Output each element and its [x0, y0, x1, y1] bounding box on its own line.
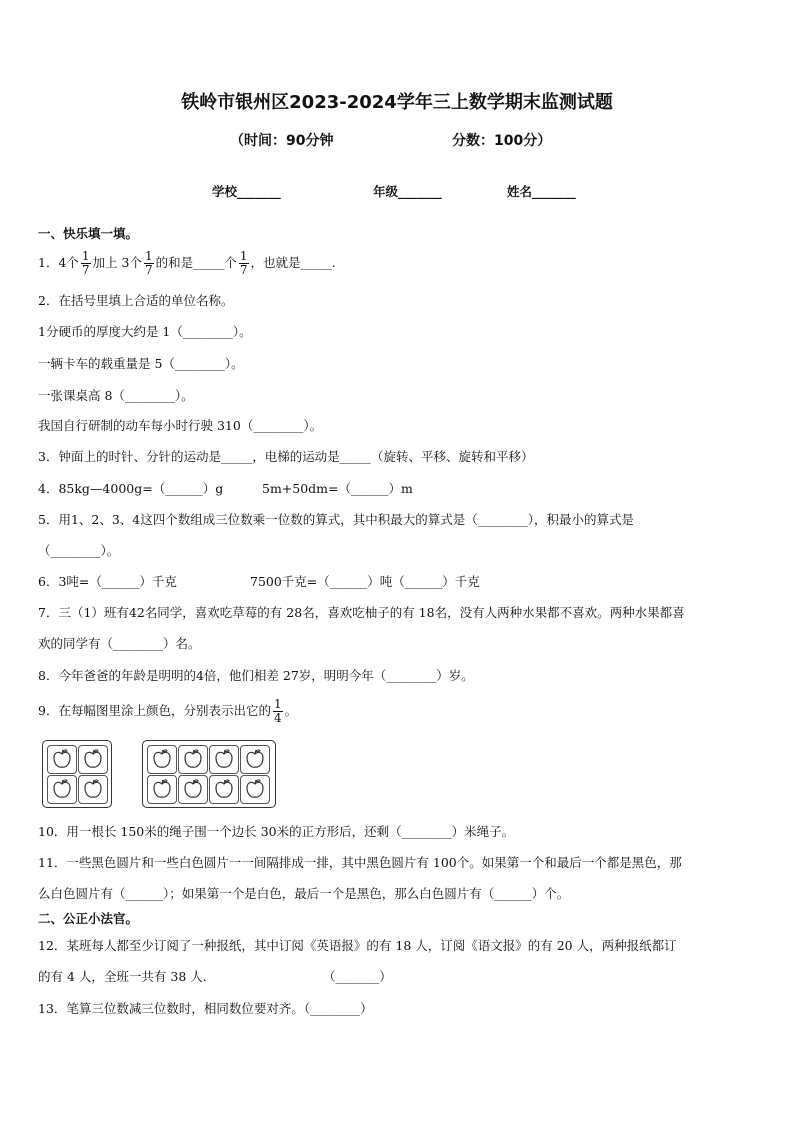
apple-cell[interactable] [178, 745, 208, 774]
question-2d: 我国自行研制的动车每小时行驶 310（________）。 [38, 418, 323, 433]
apple-icon [213, 778, 235, 800]
apple-figure-8 [142, 740, 276, 808]
question-7a: 7．三（1）班有42名同学，喜欢吃草莓的有 28名，喜欢吃柚子的有 18名，没有人两种水果都不喜欢。两种水果都喜 [38, 605, 685, 620]
apple-cell[interactable] [47, 775, 77, 804]
question-1 [38, 244, 336, 282]
apple-icon [244, 778, 266, 800]
question-4b: 5m+50dm=（______）m [262, 481, 413, 496]
apple-icon [182, 778, 204, 800]
apple-figure-4 [42, 740, 112, 808]
apple-cell[interactable] [240, 775, 270, 804]
apple-icon [151, 748, 173, 770]
apple-cell[interactable] [147, 775, 177, 804]
question-6b: 7500千克=（______）吨（______）千克 [250, 574, 480, 589]
grade-field[interactable]: 年级_______ [373, 184, 442, 199]
question-2b: 一辆卡车的载重量是 5（________）。 [38, 356, 244, 371]
question-2a: 1分硬币的厚度大约是 1（________）。 [38, 324, 252, 339]
apple-cell[interactable] [209, 745, 239, 774]
question-3: 3．钟面上的时针、分针的运动是_____，电梯的运动是_____（旋转、平移、旋转和平移） [38, 449, 534, 464]
question-11a: 11．一些黑色圆片和一些白色圆片一一间隔排成一排，其中黑色圆片有 100个。如果第一个和最后一个都是黑色，那 [38, 855, 682, 870]
question-12a: 12．某班每人都至少订阅了一种报纸，其中订阅《英语报》的有 18 人，订阅《语文报》的有 20 人，两种报纸都订 [38, 938, 677, 953]
apple-icon [82, 748, 104, 770]
question-11b: 么白色圆片有（______）；如果第一个是白色，最后一个是黑色，那么白色圆片有（______）个。 [38, 886, 570, 901]
apple-icon [82, 778, 104, 800]
apple-cell[interactable] [178, 775, 208, 804]
apple-cell[interactable] [209, 775, 239, 804]
page-title: 铁岭市银州区2023-2024学年三上数学期末监测试题 [181, 92, 613, 113]
apple-icon [51, 748, 73, 770]
question-5b: （________）。 [38, 543, 120, 558]
question-8: 8．今年爸爸的年龄是明明的4倍，他们相差 27岁，明明今年（________）岁。 [38, 668, 474, 683]
apple-cell[interactable] [47, 745, 77, 774]
question-2c: 一张课桌高 8（________）。 [38, 388, 194, 403]
apple-icon [244, 748, 266, 770]
apple-icon [51, 778, 73, 800]
fraction-one-seventh: $\frac{1}{7}$ [239, 249, 248, 277]
question-13: 13．笔算三位数减三位数时，相同数位要对齐。（________） [38, 1001, 373, 1016]
question-6a: 6．3吨=（______）千克 [38, 574, 177, 589]
apple-icon [213, 748, 235, 770]
apple-icon [151, 778, 173, 800]
fraction-one-seventh: $\frac{1}{7}$ [144, 249, 153, 277]
apple-cell[interactable] [78, 775, 108, 804]
exam-time: （时间：90分钟 [230, 133, 334, 149]
apple-cell[interactable] [147, 745, 177, 774]
question-12b: 的有 4 人，全班一共有 38 人． [38, 969, 216, 984]
section-heading-1: 一、快乐填一填。 [38, 226, 139, 241]
question-5a: 5．用1、2、3、4这四个数组成三位数乘一位数的算式，其中积最大的算式是（________），积最小的算式是 [38, 512, 635, 527]
fraction-one-seventh: $\frac{1}{7}$ [81, 249, 90, 277]
section-heading-2: 二、公正小法官。 [38, 911, 139, 926]
name-field[interactable]: 姓名_______ [507, 184, 576, 199]
q1-part-c: 的和是_____个 [155, 255, 237, 270]
fraction-one-quarter: $\frac{1}{4}$ [273, 697, 282, 725]
apple-icon [182, 748, 204, 770]
q1-part-d: ，也就是_____. [250, 255, 336, 270]
apple-cell[interactable] [240, 745, 270, 774]
question-10: 10．用一根长 150米的绳子围一个边长 30米的正方形后，还剩（________）米绳子。 [38, 824, 515, 839]
school-field[interactable]: 学校_______ [212, 184, 281, 199]
question-7b: 欢的同学有（________）名。 [38, 636, 201, 651]
question-4a: 4．85kg—4000g=（______）g [38, 481, 224, 496]
question-12-answer[interactable]: （_______） [323, 969, 392, 984]
q1-part-a: 1．4个 [38, 255, 79, 270]
q1-part-b: 加上 3个 [92, 255, 142, 270]
apple-cell[interactable] [78, 745, 108, 774]
question-2: 2．在括号里填上合适的单位名称。 [38, 293, 234, 308]
question-9: 9．在每幅图里涂上颜色，分别表示出它的 $\frac{1}{4}$ 。 [38, 697, 298, 725]
exam-score: 分数：100分） [452, 133, 552, 149]
